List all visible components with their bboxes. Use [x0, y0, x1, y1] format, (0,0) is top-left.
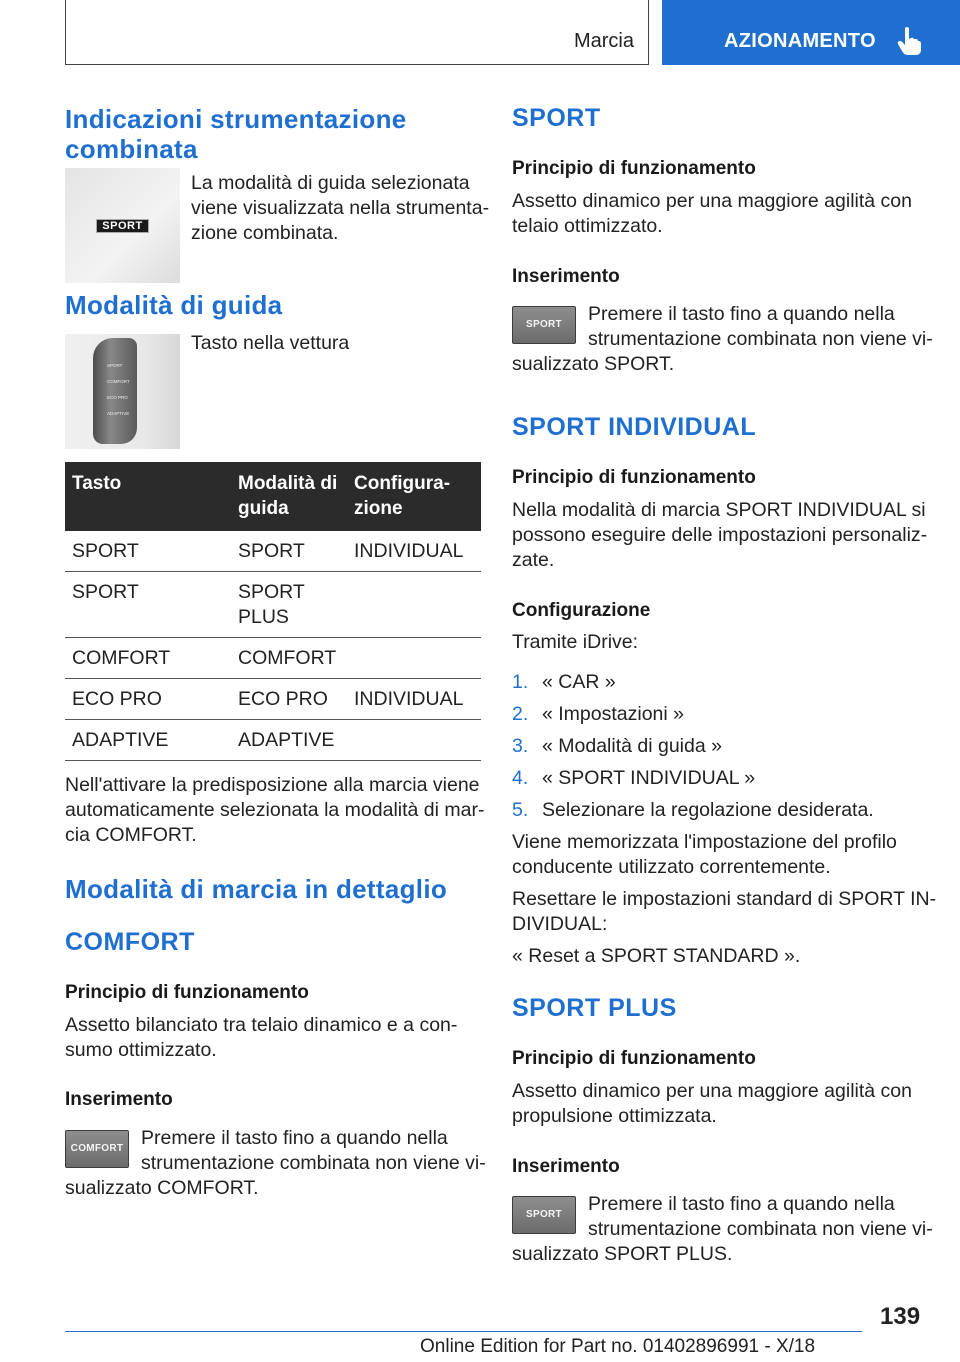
comfort-principle-text: Assetto bilanciato tra telaio dinamico e a con- sumo ottimizzato. [65, 1014, 458, 1061]
table-row [65, 572, 481, 638]
header-chapter-label: AZIONAMENTO [724, 30, 876, 52]
table-cell: ADAPTIVE [231, 720, 347, 761]
table-cell [347, 572, 481, 638]
step-text: « CAR » [542, 671, 616, 693]
plus-principle-text: Assetto dinamico per una maggiore agilità con propulsione ottimizzata. [512, 1080, 912, 1127]
header-section-tab [65, 0, 649, 65]
plus-insert-text-end: sualizzato SPORT PLUS. [512, 1243, 733, 1265]
plus-button-image [512, 1196, 576, 1234]
heading-comfort: COMFORT [65, 928, 195, 956]
table-cell: ADAPTIVE [65, 720, 231, 761]
table-row [65, 720, 481, 761]
control-label: ADAPTIVE [107, 411, 130, 416]
table-cell: SPORT PLUS [231, 572, 347, 638]
heading-driving-mode: Modalità di guida [65, 290, 283, 320]
heading-sport: SPORT [512, 104, 601, 132]
table-header-row [65, 462, 481, 531]
comfort-insert-heading: Inserimento [65, 1089, 173, 1110]
comfort-principle-heading: Principio di funzionamento [65, 982, 309, 1003]
plus-insert-text: Premere il tasto fino a quando nella strumentazione combinata non viene vi- [588, 1193, 933, 1240]
table-cell: SPORT [231, 531, 347, 572]
comfort-button-image [65, 1130, 129, 1168]
individual-config-heading: Configurazione [512, 600, 651, 621]
step-text: « Modalità di guida » [542, 735, 722, 757]
pointing-hand-icon [896, 26, 922, 56]
instrument-mode-label: SPORT [102, 220, 143, 232]
sport-button-label: SPORT [526, 319, 562, 330]
header-section-label: Marcia [573, 30, 634, 52]
individual-principle-text: Nella modalità di marcia SPORT INDIVIDUAL si possono eseguire delle impostazioni personaliz- zate. [512, 499, 928, 571]
table-row [65, 531, 481, 572]
step-number: 4. [512, 767, 529, 789]
control-panel-image [65, 334, 180, 449]
control-label: ECO PRO [107, 395, 128, 400]
step-text: « Impostazioni » [542, 703, 684, 725]
comfort-insert-text-end: sualizzato COMFORT. [65, 1177, 259, 1199]
heading-sport-individual: SPORT INDIVIDUAL [512, 413, 757, 441]
instrument-text: La modalità di guida selezionata viene visualizzata nella strumenta- zione combinata. [191, 172, 490, 244]
table-cell: ECO PRO [65, 679, 231, 720]
sport-insert-heading: Inserimento [512, 266, 620, 287]
step-text: Selezionare la regolazione desiderata. [542, 799, 874, 821]
footer-edition: Online Edition for Part no. 01402896991 - X/18 [420, 1336, 816, 1357]
table-cell: ECO PRO [231, 679, 347, 720]
table-cell: SPORT [65, 572, 231, 638]
sport-button-image [512, 306, 576, 344]
heading-sport-plus: SPORT PLUS [512, 994, 677, 1022]
heading-mode-detail: Modalità di marcia in dettaglio [65, 874, 448, 904]
footer-divider [65, 1331, 862, 1332]
table-header: Configura- zione [347, 462, 481, 531]
step-number: 5. [512, 799, 529, 821]
table-cell [347, 720, 481, 761]
activation-note: Nell'attivare la predisposizione alla marcia viene automaticamente selezionata la modalità di mar- cia COMFORT. [65, 774, 485, 846]
individual-reset-command: « Reset a SPORT STANDARD ». [512, 945, 801, 967]
step-number: 2. [512, 703, 529, 725]
table-row [65, 638, 481, 679]
comfort-insert-text: Premere il tasto fino a quando nella strumentazione combinata non viene vi- [141, 1127, 486, 1174]
table-cell: INDIVIDUAL [347, 531, 481, 572]
table-row [65, 679, 481, 720]
table-cell: SPORT [65, 531, 231, 572]
sport-insert-text: Premere il tasto fino a quando nella strumentazione combinata non viene vi- [588, 303, 933, 350]
page-number: 139 [880, 1303, 921, 1330]
table-cell: COMFORT [231, 638, 347, 679]
button-caption: Tasto nella vettura [191, 332, 350, 354]
plus-button-label: SPORT [526, 1209, 562, 1220]
step-number: 1. [512, 671, 529, 693]
individual-memo: Viene memorizzata l'impostazione del profilo conducente utilizzato correntemente. [512, 831, 897, 878]
header-chapter-tab [662, 0, 960, 65]
table-header: Modalità di guida [231, 462, 347, 531]
control-label: SPORT [107, 363, 123, 368]
instrument-cluster-image [65, 168, 180, 283]
individual-config-intro: Tramite iDrive: [512, 631, 639, 653]
heading-instrument-cluster: Indicazioni strumentazione combinata [65, 104, 407, 164]
step-text: « SPORT INDIVIDUAL » [542, 767, 756, 789]
control-labels [107, 358, 133, 422]
table-cell: INDIVIDUAL [347, 679, 481, 720]
step-number: 3. [512, 735, 529, 757]
comfort-button-label: COMFORT [70, 1143, 124, 1154]
table-header: Tasto [65, 462, 231, 531]
sport-insert-text-end: sualizzato SPORT. [512, 353, 675, 375]
individual-reset-text: Resettare le impostazioni standard di SPORT IN- DIVIDUAL: [512, 888, 937, 935]
control-label: COMFORT [107, 379, 130, 384]
table-cell [347, 638, 481, 679]
plus-insert-heading: Inserimento [512, 1156, 620, 1177]
plus-principle-heading: Principio di funzionamento [512, 1048, 756, 1069]
mode-table [65, 462, 481, 761]
table-cell: COMFORT [65, 638, 231, 679]
sport-principle-heading: Principio di funzionamento [512, 158, 756, 179]
sport-principle-text: Assetto dinamico per una maggiore agilità con telaio ottimizzato. [512, 190, 912, 237]
individual-principle-heading: Principio di funzionamento [512, 467, 756, 488]
